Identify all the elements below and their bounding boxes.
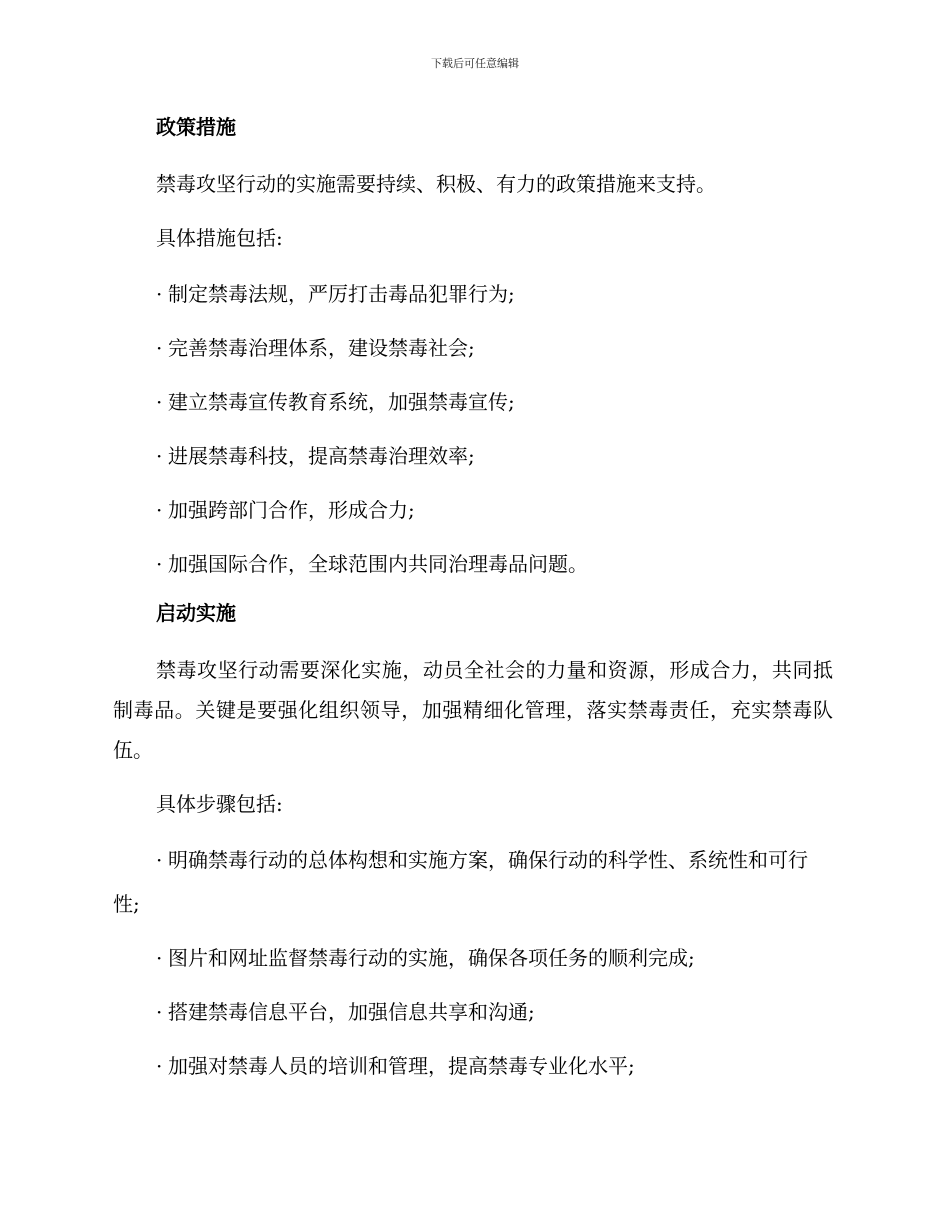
bullet-icon: · bbox=[156, 282, 163, 306]
paragraph-policy-lead: 具体措施包括: bbox=[156, 226, 283, 250]
list-item: · 加强国际合作，全球范围内共同治理毒品问题。 bbox=[113, 542, 833, 586]
bullet-icon: · bbox=[156, 1054, 163, 1078]
bullet-icon: · bbox=[156, 1000, 163, 1024]
paragraph-launch-lead: 具体步骤包括: bbox=[156, 792, 283, 816]
list-item: · 进展禁毒科技，提高禁毒治理效率; bbox=[113, 434, 833, 478]
list-item: · 制定禁毒法规，严厉打击毒品犯罪行为; bbox=[113, 272, 833, 316]
list-item: · 搭建禁毒信息平台，加强信息共享和沟通; bbox=[113, 990, 833, 1034]
bullet-icon: · bbox=[156, 848, 163, 872]
bullet-icon: · bbox=[156, 946, 163, 970]
bullet-icon: · bbox=[156, 390, 163, 414]
paragraph-launch-intro: 禁毒攻坚行动需要深化实施，动员全社会的力量和资源，形成合力，共同抵制毒品。关键是要强化组织领导，加强精细化管理，落实禁毒责任，充实禁毒队伍。 bbox=[113, 658, 833, 762]
section-heading-policy: 政策措施 bbox=[156, 115, 236, 139]
list-item: · 加强跨部门合作，形成合力; bbox=[113, 488, 833, 532]
section-heading-launch: 启动实施 bbox=[156, 601, 236, 625]
paragraph-policy-intro: 禁毒攻坚行动的实施需要持续、积极、有力的政策措施来支持。 bbox=[156, 172, 716, 196]
list-item: · 明确禁毒行动的总体构想和实施方案，确保行动的科学性、系统性和可行性; bbox=[113, 838, 833, 926]
list-item: · 建立禁毒宣传教育系统，加强禁毒宣传; bbox=[113, 380, 833, 424]
list-item: · 完善禁毒治理体系，建设禁毒社会; bbox=[113, 326, 833, 370]
bullet-icon: · bbox=[156, 336, 163, 360]
bullet-icon: · bbox=[156, 444, 163, 468]
page-header: 下载后可任意编辑 bbox=[431, 57, 519, 70]
bullet-icon: · bbox=[156, 552, 163, 576]
list-item: · 图片和网址监督禁毒行动的实施，确保各项任务的顺利完成; bbox=[113, 936, 833, 980]
document-body bbox=[113, 110, 833, 1098]
bullet-icon: · bbox=[156, 498, 163, 522]
list-item: · 加强对禁毒人员的培训和管理，提高禁毒专业化水平; bbox=[113, 1044, 833, 1088]
